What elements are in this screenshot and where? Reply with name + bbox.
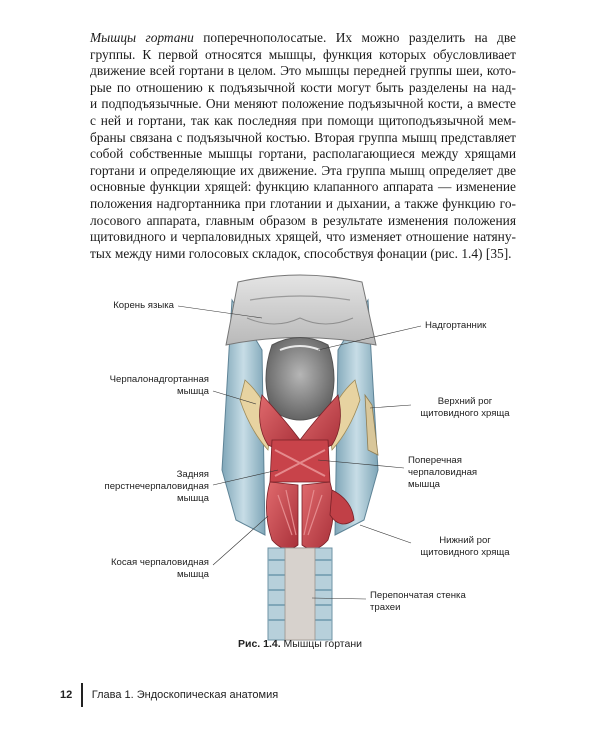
- leader-inferior-horn: [360, 525, 411, 543]
- paragraph-line-1: группы. К первой относятся мышцы, функция которых обусловливает: [90, 46, 516, 62]
- label-superior-horn: Верхний рог щитовидного хряща: [420, 396, 510, 419]
- footer-divider: [81, 683, 83, 707]
- chapter-title: Глава 1. Эндоскопическая анатомия: [91, 689, 279, 701]
- paragraph-line-5: с ней и гортани, так как последняя при помощи щитоподъязычной мем-: [90, 112, 516, 128]
- paragraph-line-7: собой собственные мышцы гортани, располагающиеся между хрящами: [90, 146, 516, 162]
- label-inferior-horn: Нижний рог щитовидного хряща: [420, 535, 510, 558]
- tongue-root: [226, 275, 376, 345]
- paragraph-term: Мышцы гортани: [90, 30, 194, 45]
- paragraph-line-12: щитовидного и черпаловидных хрящей, что изменяет отношение натяну-: [90, 229, 516, 245]
- paragraph-line-0: Мышцы гортани поперечнополосатые. Их можно разделить на две: [90, 30, 517, 45]
- paragraph-line-9: основные функции хрящей: функцию клапанного аппарата — изменение: [90, 179, 516, 195]
- label-aryepiglottic-muscle: Черпалонадгортанная мышца: [109, 374, 209, 397]
- body-paragraph: [90, 30, 516, 262]
- page-number: 12: [60, 689, 73, 701]
- figure-caption-text: Мышцы гортани: [280, 638, 362, 650]
- label-membranous-wall: Перепончатая стенка трахеи: [370, 590, 466, 613]
- figure-caption-label: Рис. 1.4.: [237, 638, 281, 650]
- paragraph-line-8: гортани и определяющие их движение. Эта группа мышц определяет две: [90, 162, 516, 178]
- label-epiglottis: Надгортанник: [425, 320, 487, 331]
- figure-caption: [0, 638, 600, 650]
- leader-oblique: [213, 516, 268, 565]
- epiglottis: [266, 338, 334, 421]
- label-transverse-arytenoid: Поперечная черпаловидная мышца: [408, 455, 478, 490]
- page-footer: [60, 684, 278, 706]
- paragraph-line-4: и подподъязычные. Они меняют положение подъязычной кости, а вместе: [90, 96, 516, 112]
- paragraph-line-13: тых между ними голосовых складок, способствуя фонации (рис. 1.4) [35].: [90, 245, 512, 261]
- trachea: [268, 548, 332, 640]
- paragraph-line-6: браны связана с подъязычной костью. Вторая группа мышц представляет: [90, 129, 516, 145]
- paragraph-line-10: положения надгортанника при глотании и дыхании, а также функцию го-: [90, 195, 516, 211]
- paragraph-line-3: рые по отношению к подъязычной кости могут быть разделены на над-: [90, 79, 516, 95]
- label-tongue-root: Корень языка: [113, 300, 174, 311]
- label-posterior-cricoarytenoid: Задняя перстнечерпаловидная мышца: [104, 469, 209, 504]
- paragraph-line-2: движение всей гортани в целом. Это мышцы передней группы шеи, кото-: [90, 63, 516, 79]
- paragraph-line-11: лосового аппарата, главным образом в результате изменения положения: [90, 212, 516, 228]
- label-oblique-arytenoid: Косая черпаловидная мышца: [110, 557, 209, 580]
